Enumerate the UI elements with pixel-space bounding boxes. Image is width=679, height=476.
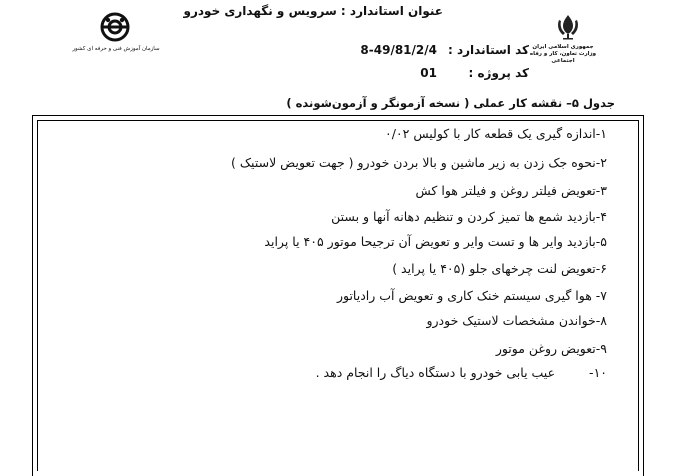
task-item: ۲-نحوه جک زدن به زیر ماشین و بالا بردن خودرو ( جهت تعویض لاستیک ): [231, 155, 607, 170]
table-title: جدول ۵– نقشه کار عملی ( نسخه آزمونگر و آزمون‌شونده ): [286, 96, 615, 110]
project-code-row: [420, 66, 530, 80]
iran-emblem-icon: [553, 12, 583, 42]
standard-title: عنوان استاندارد : سرویس و نگهداری خودرو: [183, 4, 443, 18]
task-item: ۵-بازدید وایر ها و تست وایر و تعویض آن ترجیحا موتور ۴۰۵ یا پراید: [264, 234, 607, 249]
standard-code-label: کد استاندارد :: [448, 43, 529, 57]
org-name: سازمان آموزش فنی و حرفه ای کشور: [72, 46, 160, 52]
task-item: ۷- هوا گیری سیستم خنک کاری و تعویض آب رادیاتور: [336, 288, 607, 303]
task-item: ۶-تعویض لنت چرخهای جلو (۴۰۵ یا پراید ): [392, 261, 607, 276]
ministry-name: [521, 44, 605, 65]
project-code-label: کد پروژه :: [468, 66, 529, 80]
task-item: ۱۰-عیب یابی خودرو با دستگاه دیاگ را انجام دهد .: [315, 365, 607, 380]
standard-code-row: [360, 43, 529, 57]
tvto-logo-icon: [98, 12, 132, 42]
task-item: ۱-اندازه گیری یک قطعه کار با کولیس ۰/۰۲: [384, 126, 607, 141]
task-item: ۳-تعویض فیلتر روغن و فیلتر هوا کش: [415, 183, 607, 198]
task-item: ۴-بازدید شمع ها تمیز کردن و تنظیم دهانه آنها و بستن: [331, 209, 607, 224]
project-code-value: 01: [420, 66, 437, 80]
standard-code-value: 8-49/81/2/4: [360, 43, 437, 57]
ministry-line-2: وزارت تعاون، کار و رفاه اجتماعی: [529, 51, 597, 64]
ministry-line-1: جمهوری اسلامی ایران: [532, 44, 594, 50]
task-item: ۸-خواندن مشخصات لاستیک خودرو: [426, 313, 607, 328]
task-item: ۹-تعویض روغن موتور: [495, 341, 607, 356]
